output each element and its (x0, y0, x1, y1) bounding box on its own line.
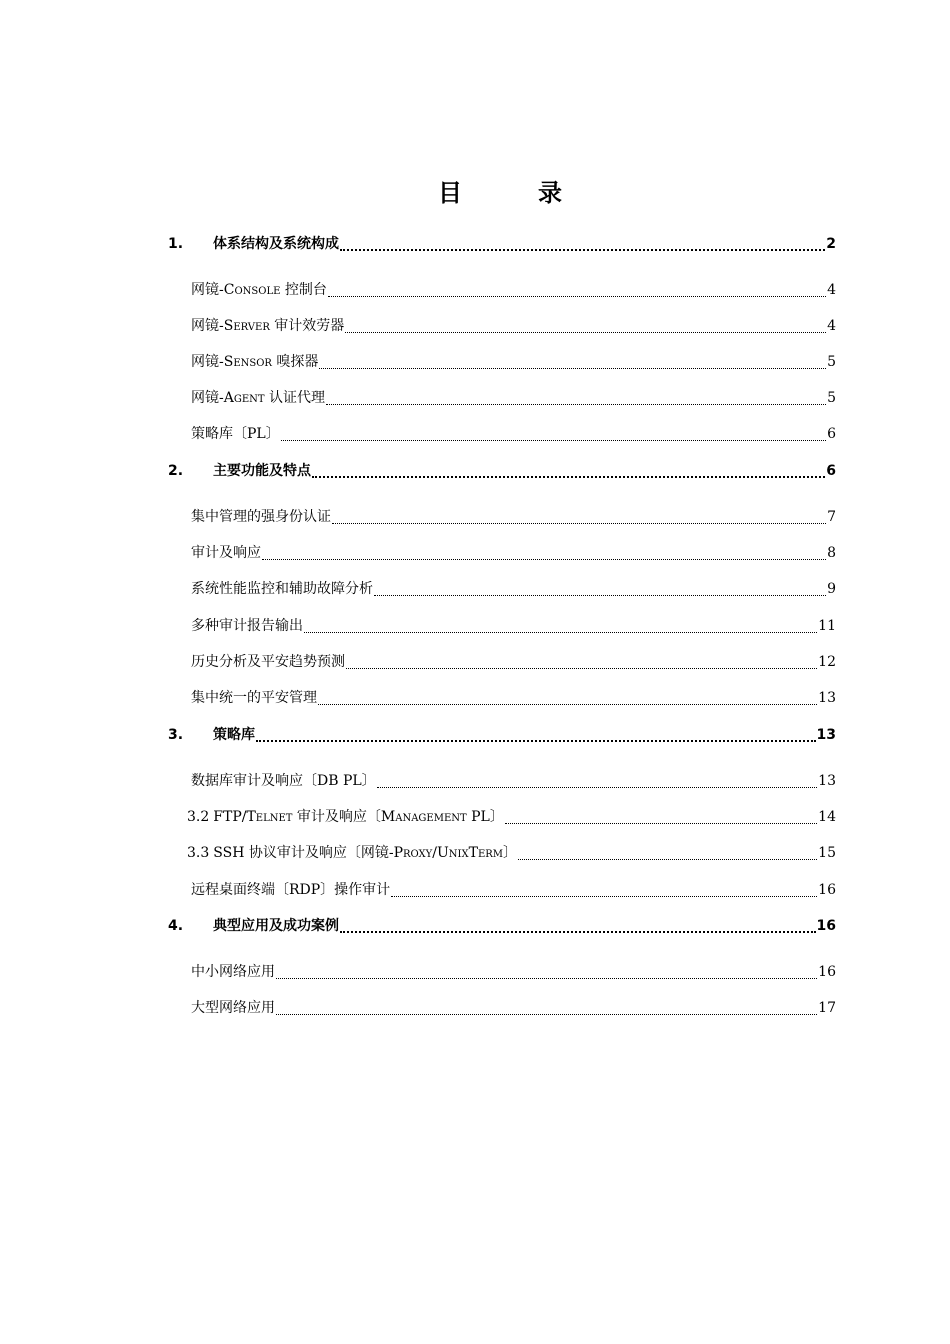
toc-entry-text: 主要功能及特点 (213, 463, 311, 479)
toc-entry-number: 3.3 (187, 845, 210, 861)
toc-entry[interactable] (191, 314, 836, 338)
toc-dot-leader (304, 632, 817, 633)
toc-dot-leader (518, 859, 817, 860)
toc-entry-text: 历史分析及平安趋势预测 (191, 654, 345, 670)
toc-dot-leader (340, 931, 816, 933)
toc-dot-leader (346, 668, 817, 669)
toc-dot-leader (374, 595, 826, 596)
toc-entry-page: 13 (818, 773, 836, 789)
toc-entry-text: 集中统一的平安管理 (191, 690, 317, 706)
toc-entry[interactable] (191, 386, 836, 410)
toc-entry-text: 审计及响应 (191, 545, 261, 561)
toc-entry-text: 网镜-Agent 认证代理 (191, 390, 325, 406)
toc-entry-page: 15 (818, 845, 836, 861)
toc-dot-leader (262, 559, 826, 560)
toc-entry[interactable] (191, 960, 836, 984)
toc-dot-leader (326, 404, 826, 405)
toc-dot-leader (340, 249, 825, 251)
toc-entry[interactable] (191, 577, 836, 601)
toc-entry-section-2[interactable] (168, 459, 836, 483)
toc-entry[interactable] (191, 422, 836, 446)
toc-entry-text: 网镜-Sensor 嗅探器 (191, 354, 319, 370)
toc-entry-text: 数据库审计及响应〔DB PL〕 (191, 773, 376, 789)
toc-dot-leader (276, 1014, 817, 1015)
toc-entry-text-part: SSH 协议审计及响应〔网镜-Proxy/UnixTerm〕 (213, 845, 518, 861)
toc-entry[interactable] (191, 614, 836, 638)
toc-dot-leader (276, 978, 817, 979)
toc-dot-leader (319, 368, 826, 369)
toc-entry-text (213, 841, 517, 865)
toc-entry[interactable] (191, 650, 836, 674)
toc-entry-page: 5 (827, 354, 836, 370)
toc-entry[interactable] (191, 541, 836, 565)
toc-entry-text (213, 805, 504, 829)
toc-entry-page: 4 (827, 318, 836, 334)
toc-entry[interactable] (187, 841, 836, 865)
toc-dot-leader (318, 704, 817, 705)
toc-entry-page: 7 (827, 509, 836, 525)
toc-entry-number: 4. (168, 918, 184, 934)
toc-entry[interactable] (187, 805, 836, 829)
toc-entry-number: 3. (168, 727, 184, 743)
toc-entry-text: 多种审计报告输出 (191, 618, 303, 634)
toc-entry-page: 5 (827, 390, 836, 406)
toc-dot-leader (281, 440, 826, 441)
toc-entry-text: 体系结构及系统构成 (213, 236, 339, 252)
toc-entry-page: 17 (818, 1000, 836, 1016)
toc-entry-text: 远程桌面终端〔RDP〕操作审计 (191, 882, 391, 898)
toc-dot-leader (332, 523, 826, 524)
toc-entry[interactable] (191, 278, 836, 302)
toc-entry-page: 6 (827, 426, 836, 442)
toc-entry-page: 16 (816, 918, 836, 934)
toc-entry-text-part: FTP/Telnet 审计及响应〔Management PL〕 (213, 809, 504, 825)
toc-entry-page: 12 (818, 654, 836, 670)
toc-entry-page: 16 (818, 882, 836, 898)
toc-dot-leader (391, 896, 817, 897)
toc-entry-text: 大型网络应用 (191, 1000, 275, 1016)
toc-entry[interactable] (191, 878, 836, 902)
toc-entry-section-4[interactable] (168, 914, 836, 938)
toc-entry-number: 3.2 (187, 809, 210, 825)
toc-dot-leader (377, 787, 817, 788)
toc-entry-text: 网镜-Server 审计效劳器 (191, 318, 345, 334)
toc-entry-text: 中小网络应用 (191, 964, 275, 980)
toc-entry-page: 8 (827, 545, 836, 561)
toc-entry-page: 11 (818, 618, 836, 634)
toc-entry-page: 2 (826, 236, 836, 252)
toc-dot-leader (328, 296, 826, 297)
toc-entry-page: 4 (827, 282, 836, 298)
toc-entry-text: 集中管理的强身份认证 (191, 509, 331, 525)
toc-entry[interactable] (191, 996, 836, 1020)
toc-dot-leader (312, 476, 825, 478)
toc-entry[interactable] (191, 686, 836, 710)
toc-dot-leader (505, 823, 817, 824)
toc-entry-page: 9 (827, 581, 836, 597)
toc-entry-page: 13 (816, 727, 836, 743)
toc-entry-section-1[interactable] (168, 232, 836, 256)
toc-entry-page: 14 (818, 809, 836, 825)
toc-entry-number: 2. (168, 463, 184, 479)
toc-entry-text: 网镜-Console 控制台 (191, 282, 327, 298)
toc-entry[interactable] (191, 769, 836, 793)
toc-dot-leader (256, 740, 816, 742)
toc-entry-text: 策略库〔PL〕 (191, 426, 280, 442)
toc-title: 目 录 (438, 179, 588, 207)
toc-entry[interactable] (191, 505, 836, 529)
toc-entry-number: 1. (168, 236, 184, 252)
toc-entry-section-3[interactable] (168, 723, 836, 747)
toc-dot-leader (345, 332, 826, 333)
toc-entry-text: 典型应用及成功案例 (213, 918, 339, 934)
toc-entry-page: 13 (818, 690, 836, 706)
toc-entry-text: 策略库 (213, 727, 255, 743)
toc-entry-page: 16 (818, 964, 836, 980)
toc-entry-page: 6 (826, 463, 836, 479)
toc-entry[interactable] (191, 350, 836, 374)
toc-entry-text: 系统性能监控和辅助故障分析 (191, 581, 373, 597)
